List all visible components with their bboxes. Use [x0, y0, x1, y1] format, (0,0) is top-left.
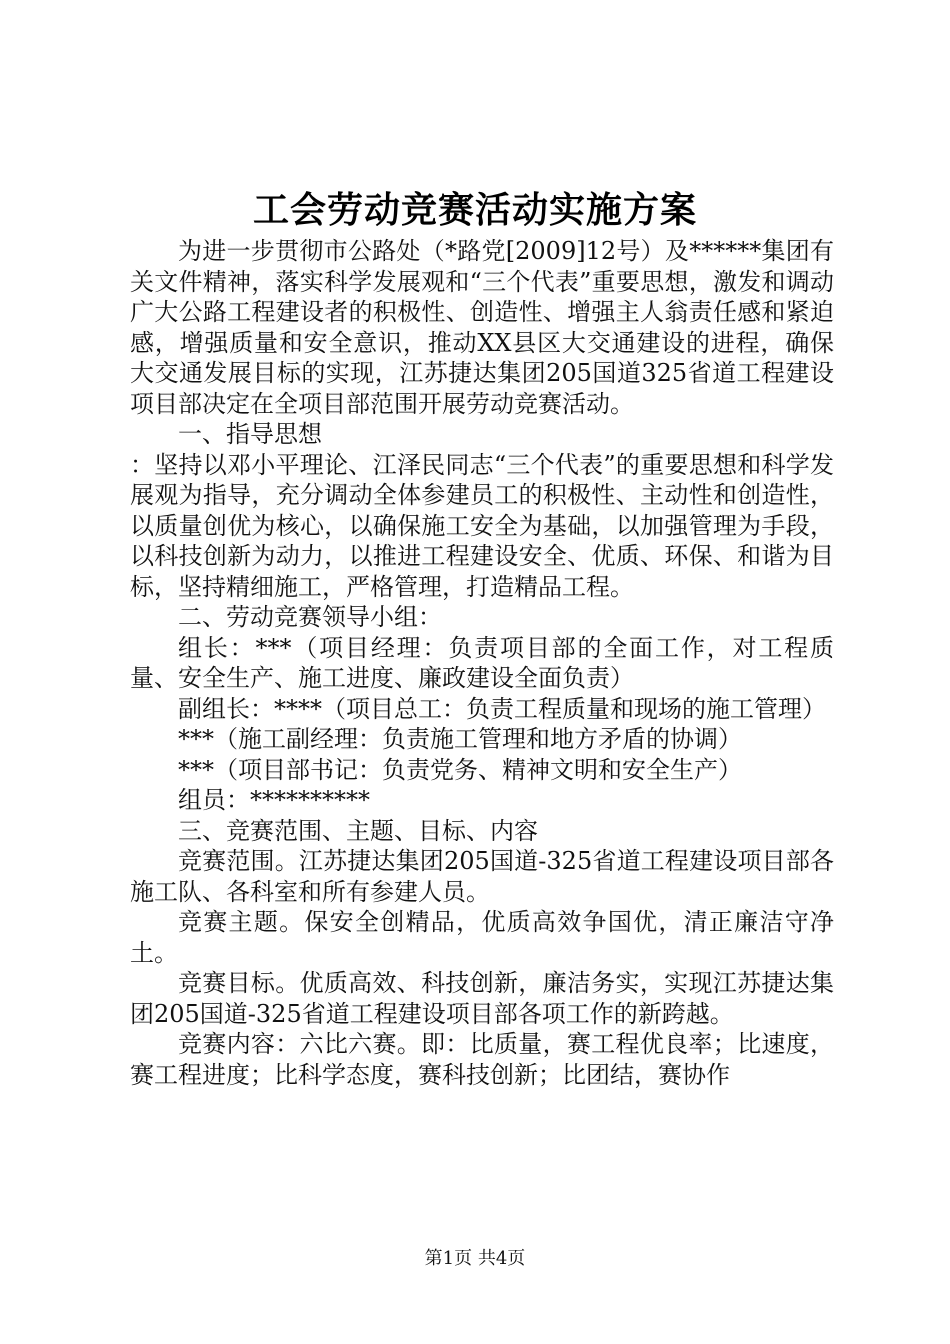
paragraph-scope: 竞赛范围。江苏捷达集团205国道-325省道工程建设项目部各施工队、各科室和所有参建人员。	[130, 847, 834, 906]
document-title: 工会劳动竞赛活动实施方案	[252, 189, 697, 231]
paragraph-intro: 为进一步贯彻市公路处（*路党[2009]12号）及******集团有关文件精神，落实科学发展观和“三个代表”重要思想，激发和调动广大公路工程建设者的积极性、创造性、增强主人翁责任感和紧迫感，增强质量和安全意识，推动XX县区大交通建设的进程，确保大交通发展目标的实现，江苏捷达集团205国道325省道工程建设项目部决定在全项目部范围开展劳动竞赛活动。	[130, 237, 834, 418]
paragraph-content: 竞赛内容：六比六赛。即：比质量，赛工程优良率；比速度，赛工程进度；比科学态度，赛科技创新；比团结，赛协作	[130, 1030, 834, 1089]
section-heading-3: 三、竞赛范围、主题、目标、内容	[178, 816, 538, 845]
document-body	[130, 236, 834, 1090]
paragraph-secretary: ***（项目部书记：负责党务、精神文明和安全生产）	[178, 755, 742, 784]
paragraph-goal: 竞赛目标。优质高效、科技创新，廉洁务实，实现江苏捷达集团205国道-325省道工程建设项目部各项工作的新跨越。	[130, 969, 834, 1028]
section-heading-1: 一、指导思想	[178, 420, 322, 448]
paragraph-deputy-manager: ***（施工副经理：负责施工管理和地方矛盾的协调）	[178, 725, 742, 753]
paragraph-leader: 组长：***（项目经理：负责项目部的全面工作，对工程质量、安全生产、施工进度、廉政建设全面负责）	[130, 633, 834, 692]
paragraph-theme: 竞赛主题。保安全创精品，优质高效争国优，清正廉洁守净土。	[130, 908, 834, 967]
paragraph-members: 组员：**********	[178, 786, 370, 814]
paragraph-deputy-leader: 副组长：****（项目总工：负责工程质量和现场的施工管理）	[178, 694, 826, 723]
paragraph-guiding-ideology: ：坚持以邓小平理论、江泽民同志“三个代表”的重要思想和科学发展观为指导，充分调动全体参建员工的积极性、主动性和创造性，以质量创优为核心，以确保施工安全为基础，以加强管理为手段，以科技创新为动力，以推进工程建设安全、优质、环保、和谐为目标，坚持精细施工，严格管理，打造精品工程。	[130, 450, 834, 601]
section-heading-2: 二、劳动竞赛领导小组：	[178, 603, 442, 631]
page-footer: 第1页 共4页	[424, 1248, 526, 1269]
